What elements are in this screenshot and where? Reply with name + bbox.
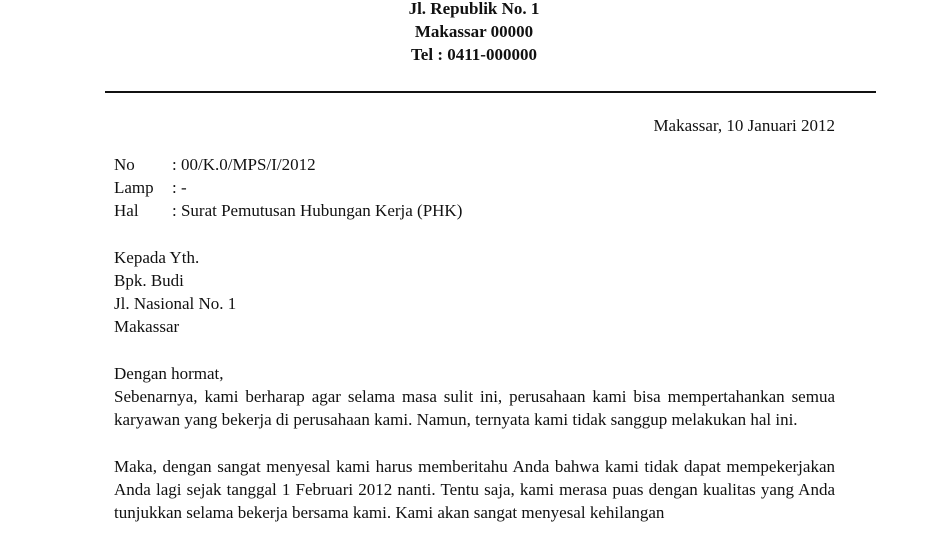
meta-subject-value: : Surat Pemutusan Hubungan Kerja (PHK)	[172, 201, 463, 220]
body-paragraph-2: Maka, dengan sangat menyesal kami harus memberitahu Anda bahwa kami tidak dapat mempekerjakan Anda lagi sejak tanggal 1 Februari 2012 nanti. Tentu saja, kami merasa puas dengan kualitas yang Anda tunjukkan selama bekerja bersama kami. Kami akan sangat menyesal kehilangan	[114, 457, 835, 522]
meta-subject-row	[114, 199, 462, 222]
recipient-greeting: Kepada Yth.	[114, 248, 200, 267]
meta-attachment-row	[114, 176, 187, 199]
letterhead-divider	[105, 91, 876, 93]
letterhead-address: Jl. Republik No. 1	[408, 0, 540, 18]
letterhead-city: Makassar 00000	[414, 22, 534, 41]
recipient-street: Jl. Nasional No. 1	[114, 294, 237, 313]
letterhead-phone: Tel : 0411-000000	[411, 45, 537, 64]
recipient-city: Makassar	[114, 317, 180, 336]
meta-number-label: No	[114, 155, 135, 174]
meta-number-value: : 00/K.0/MPS/I/2012	[172, 155, 316, 174]
meta-number-row	[114, 153, 316, 176]
meta-subject-label: Hal	[114, 201, 139, 220]
salutation: Dengan hormat,	[114, 364, 224, 383]
body-paragraph-1: Sebenarnya, kami berharap agar selama masa sulit ini, perusahaan kami bisa mempertahankan semua karyawan yang bekerja di perusahaan kami. Namun, ternyata kami tidak sanggup melakukan hal ini.	[114, 387, 835, 429]
letter-date: Makassar, 10 Januari 2012	[653, 116, 835, 135]
meta-attachment-value: : -	[172, 178, 187, 197]
meta-attachment-label: Lamp	[114, 178, 154, 197]
recipient-name: Bpk. Budi	[114, 271, 184, 290]
